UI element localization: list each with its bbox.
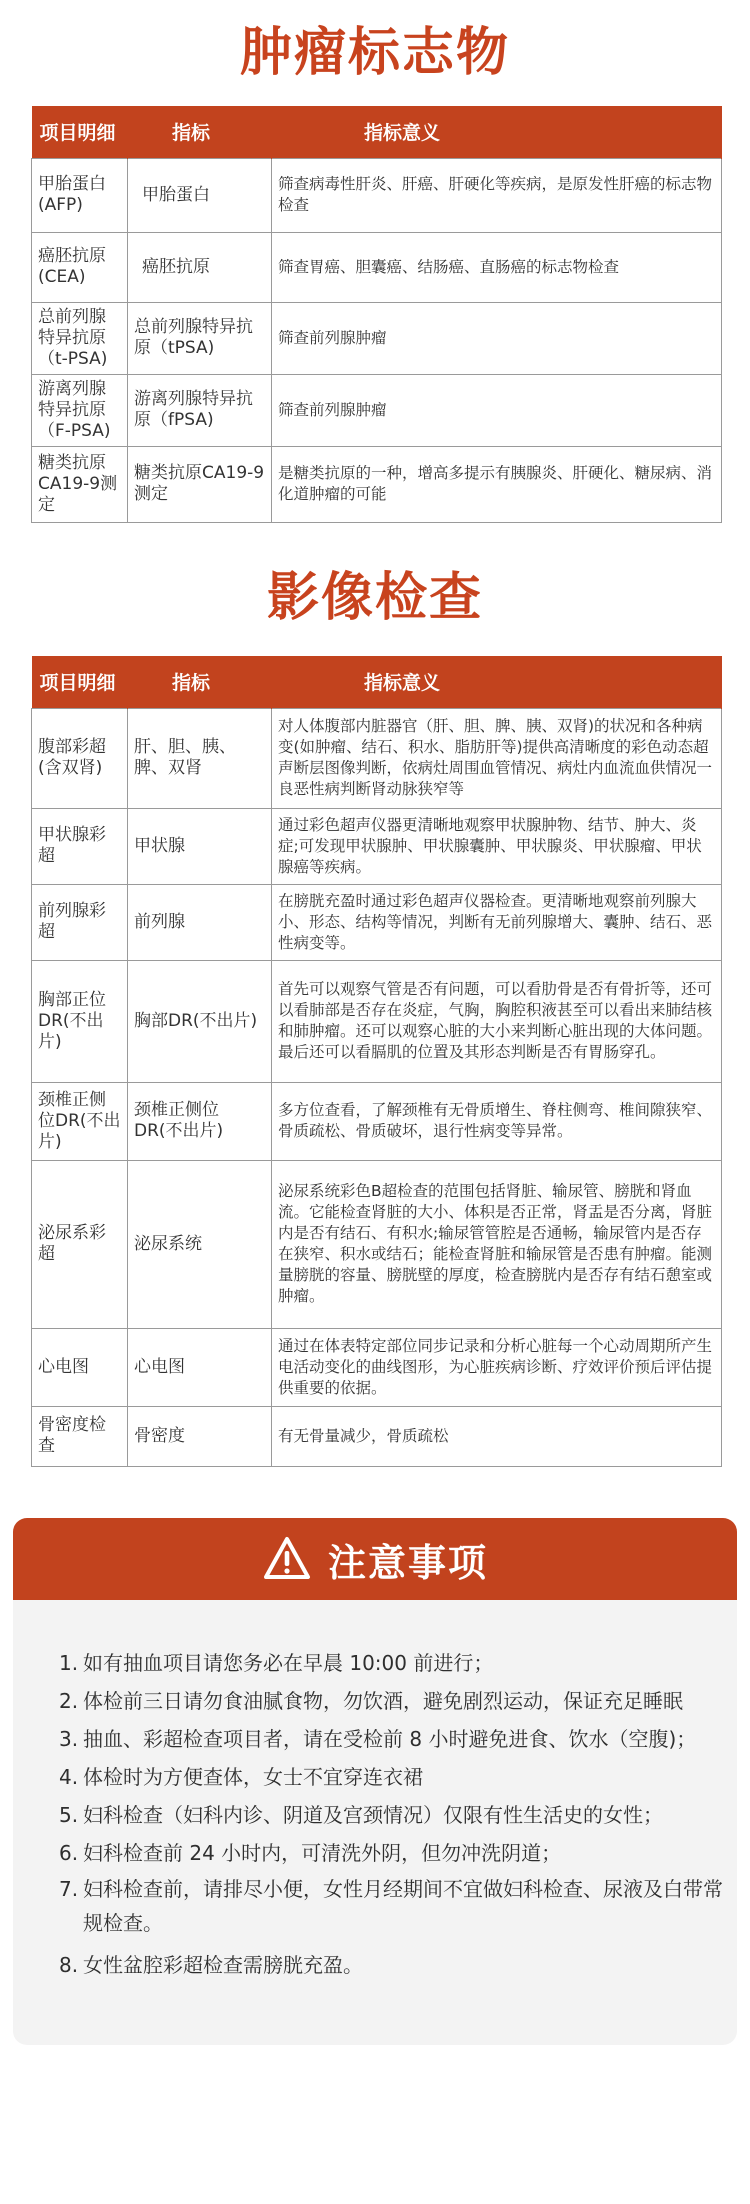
notice-header xyxy=(13,1518,737,1600)
cell-item: 甲胎蛋白(AFP) xyxy=(32,158,128,232)
header-meaning: 指标意义 xyxy=(272,106,722,158)
cell-indicator: 甲状腺 xyxy=(128,808,272,884)
list-item-number: 2. xyxy=(59,1689,79,1713)
cell-meaning: 筛查前列腺肿瘤 xyxy=(272,374,722,446)
cell-item: 糖类抗原CA19-9测定 xyxy=(32,446,128,522)
list-item-number: 7. xyxy=(59,1877,79,1901)
list-item xyxy=(59,1834,739,1872)
list-item-text: 体检时为方便查体，女士不宜穿连衣裙 xyxy=(83,1765,423,1789)
cell-item: 总前列腺特异抗原（t-PSA) xyxy=(32,302,128,374)
header-meaning: 指标意义 xyxy=(272,656,722,708)
tumor-markers-title: 肿瘤标志物 xyxy=(239,23,510,83)
cell-meaning: 筛查病毒性肝炎、肝癌、肝硬化等疾病，是原发性肝癌的标志物检查 xyxy=(272,158,722,232)
header-indicator: 指标 xyxy=(128,656,272,708)
cell-item: 颈椎正侧位DR(不出片) xyxy=(32,1082,128,1160)
list-item xyxy=(59,1758,739,1796)
cell-meaning: 是糖类抗原的一种，增高多提示有胰腺炎、肝硬化、糖尿病、消化道肿瘤的可能 xyxy=(272,446,722,522)
table-header-row xyxy=(32,106,722,158)
list-item-text: 女性盆腔彩超检查需膀胱充盈。 xyxy=(83,1953,363,1977)
table-row xyxy=(32,808,722,884)
cell-indicator: 胸部DR(不出片) xyxy=(128,960,272,1082)
cell-item: 骨密度检查 xyxy=(32,1406,128,1466)
list-item-number: 4. xyxy=(59,1765,79,1789)
cell-indicator: 糖类抗原CA19-9测定 xyxy=(128,446,272,522)
cell-item: 癌胚抗原(CEA) xyxy=(32,232,128,302)
cell-indicator: 前列腺 xyxy=(128,884,272,960)
cell-meaning: 通过在体表特定部位同步记录和分析心脏每一个心动周期所产生电活动变化的曲线图形，为心脏疾病诊断、疗效评价预后评估提供重要的依据。 xyxy=(272,1328,722,1406)
cell-indicator: 甲胎蛋白 xyxy=(128,158,272,232)
list-item xyxy=(59,1946,739,1984)
warning-icon xyxy=(262,1534,312,1584)
cell-indicator: 肝、胆、胰、脾、双肾 xyxy=(128,708,272,808)
cell-meaning: 在膀胱充盈时通过彩色超声仪器检查。更清晰地观察前列腺大小、形态、结构等情况，判断有无前列腺增大、囊肿、结石、恶性病变等。 xyxy=(272,884,722,960)
cell-meaning: 筛查胃癌、胆囊癌、结肠癌、直肠癌的标志物检查 xyxy=(272,232,722,302)
cell-indicator: 总前列腺特异抗原（tPSA) xyxy=(128,302,272,374)
list-item-text: 体检前三日请勿食油腻食物，勿饮酒，避免剧烈运动，保证充足睡眠 xyxy=(83,1689,683,1713)
cell-item: 心电图 xyxy=(32,1328,128,1406)
cell-meaning: 多方位查看，了解颈椎有无骨质增生、脊柱侧弯、椎间隙狭窄、骨质疏松、骨质破坏，退行性病变等异常。 xyxy=(272,1082,722,1160)
cell-meaning: 对人体腹部内脏器官（肝、胆、脾、胰、双肾)的状况和各种病变(如肿瘤、结石、积水、脂肪肝等)提供高清晰度的彩色动态超声断层图像判断，依病灶周围血管情况、病灶内血流血供情况一良恶性病判断肾动脉狭窄等 xyxy=(272,708,722,808)
cell-meaning: 首先可以观察气管是否有问题，可以看肋骨是否有骨折等，还可以看肺部是否存在炎症，气胸，胸腔积液甚至可以看出来肺结核和肺肿瘤。还可以观察心脏的大小来判断心脏出现的大体问题。最后还可以看膈肌的位置及其形态判断是否有胃肠穿孔。 xyxy=(272,960,722,1082)
notice-body xyxy=(13,1600,737,2045)
list-item-number: 8. xyxy=(59,1953,79,1977)
list-item-text: 抽血、彩超检查项目者，请在受检前 8 小时避免进食、饮水（空腹)； xyxy=(83,1727,697,1751)
cell-item: 游离列腺特异抗原（F-PSA) xyxy=(32,374,128,446)
list-item xyxy=(59,1682,739,1720)
table-row xyxy=(32,302,722,374)
table-row xyxy=(32,158,722,232)
imaging-table xyxy=(31,656,722,1467)
table-row xyxy=(32,1328,722,1406)
header-item: 项目明细 xyxy=(32,656,128,708)
list-item xyxy=(59,1644,739,1682)
cell-item: 腹部彩超(含双肾) xyxy=(32,708,128,808)
cell-meaning: 泌尿系统彩色B超检查的范围包括肾脏、输尿管、膀胱和肾血流。它能检查肾脏的大小、体积是否正常，肾盂是否分离，肾脏内是否有结石、有积水;输尿管管腔是否通畅，输尿管内是否存在狭窄、积水或结石；能检查肾脏和输尿管是否患有肿瘤。能测量膀胱的容量、膀胱壁的厚度，检查膀胱内是否存有结石憩室或肿瘤。 xyxy=(272,1160,722,1328)
table-row xyxy=(32,1406,722,1466)
table-row xyxy=(32,1082,722,1160)
table-row xyxy=(32,446,722,522)
list-item-text: 妇科检查（妇科内诊、阴道及宫颈情况）仅限有性生活史的女性； xyxy=(83,1803,663,1827)
list-item-text: 妇科检查前 24 小时内，可清洗外阴，但勿冲洗阴道； xyxy=(83,1841,562,1865)
list-item-number: 5. xyxy=(59,1803,79,1827)
cell-meaning: 通过彩色超声仪器更清晰地观察甲状腺肿物、结节、肿大、炎症;可发现甲状腺肿、甲状腺囊肿、甲状腺炎、甲状腺瘤、甲状腺癌等疾病。 xyxy=(272,808,722,884)
table-header-row xyxy=(32,656,722,708)
list-item-text: 如有抽血项目请您务必在早晨 10:00 前进行； xyxy=(83,1651,494,1675)
list-item-number: 3. xyxy=(59,1727,79,1751)
table-row xyxy=(32,884,722,960)
cell-item: 甲状腺彩超 xyxy=(32,808,128,884)
cell-meaning: 有无骨量减少，骨质疏松 xyxy=(272,1406,722,1466)
imaging-title: 影像检查 xyxy=(266,568,483,628)
cell-meaning: 筛查前列腺肿瘤 xyxy=(272,302,722,374)
cell-indicator: 心电图 xyxy=(128,1328,272,1406)
table-row xyxy=(32,374,722,446)
tumor-markers-table xyxy=(31,106,722,523)
cell-indicator: 颈椎正侧位DR(不出片) xyxy=(128,1082,272,1160)
cell-item: 胸部正位DR(不出片) xyxy=(32,960,128,1082)
cell-item: 前列腺彩超 xyxy=(32,884,128,960)
cell-item: 泌尿系彩超 xyxy=(32,1160,128,1328)
list-item-number: 1. xyxy=(59,1651,79,1675)
table-row xyxy=(32,708,722,808)
list-item-text: 妇科检查前，请排尽小便，女性月经期间不宜做妇科检查、尿液及白带常规检查。 xyxy=(83,1877,723,1935)
header-indicator: 指标 xyxy=(128,106,272,158)
list-item xyxy=(59,1720,739,1758)
list-item xyxy=(59,1796,739,1834)
cell-indicator: 骨密度 xyxy=(128,1406,272,1466)
list-item-number: 6. xyxy=(59,1841,79,1865)
notice-title: 注意事项 xyxy=(327,1540,488,1585)
table-row xyxy=(32,960,722,1082)
table-row xyxy=(32,1160,722,1328)
cell-indicator: 游离列腺特异抗原（fPSA) xyxy=(128,374,272,446)
header-item: 项目明细 xyxy=(32,106,128,158)
list-item xyxy=(59,1872,739,1940)
table-row xyxy=(32,232,722,302)
notice-list xyxy=(59,1644,739,1984)
cell-indicator: 泌尿系统 xyxy=(128,1160,272,1328)
cell-indicator: 癌胚抗原 xyxy=(128,232,272,302)
